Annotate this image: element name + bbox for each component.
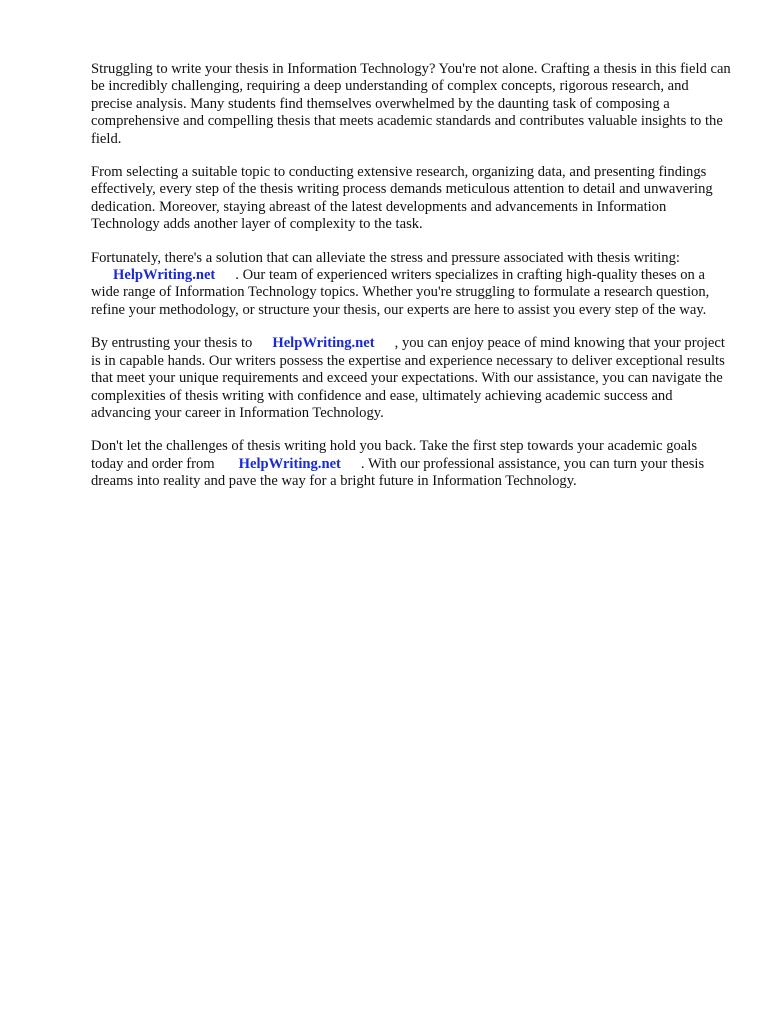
paragraph-solution-after: . Our team of experienced writers specializes in crafting high-quality theses on a wide range of Information Technology topics. Whether you're struggling to formulate a research question, refine your methodology, or structure your thesis, our experts are here to assist you every step of the way. <box>91 267 710 318</box>
paragraph-solution <box>91 250 731 320</box>
paragraph-entrust <box>91 335 731 422</box>
helpwriting-link[interactable]: HelpWriting.net <box>113 267 216 284</box>
paragraph-entrust-after: , you can enjoy peace of mind knowing that your project is in capable hands. Our writers possess the expertise and experience necessary to deliver exceptional results that meet your unique requirements and exceed your expectations. With our assistance, you can navigate the complexities of thesis writing with confidence and ease, ultimately achieving academic success and advancing your career in Information Technology. <box>91 335 725 421</box>
helpwriting-link[interactable]: HelpWriting.net <box>238 455 341 472</box>
paragraph-closing-before: Don't let the challenges of thesis writing hold you back. Take the first step towards your academic goals today and order from <box>91 438 698 472</box>
paragraph-entrust-before: By entrusting your thesis to <box>91 335 253 352</box>
paragraph-closing <box>91 438 731 490</box>
paragraph-closing-after: . With our professional assistance, you can turn your thesis dreams into reality and pave the way for a bright future in Information Technology. <box>91 455 705 490</box>
document-page <box>91 61 731 507</box>
helpwriting-link[interactable]: HelpWriting.net <box>272 335 375 352</box>
paragraph-solution-before: Fortunately, there's a solution that can alleviate the stress and pressure associated with thesis writing: <box>91 249 680 266</box>
paragraph-challenges: From selecting a suitable topic to conducting extensive research, organizing data, and presenting findings effectively, every step of the thesis writing process demands meticulous attention to detail and unwavering dedication. Moreover, staying abreast of the latest developments and advancements in Information Technology adds another layer of complexity to the task. <box>91 164 713 233</box>
paragraph-intro: Struggling to write your thesis in Information Technology? You're not alone. Crafting a thesis in this field can be incredibly challenging, requiring a deep understanding of complex concepts, rigorous research, and precise analysis. Many students find themselves overwhelmed by the daunting task of composing a comprehensive and compelling thesis that meets academic standards and contributes valuable insights to the field. <box>91 61 731 147</box>
